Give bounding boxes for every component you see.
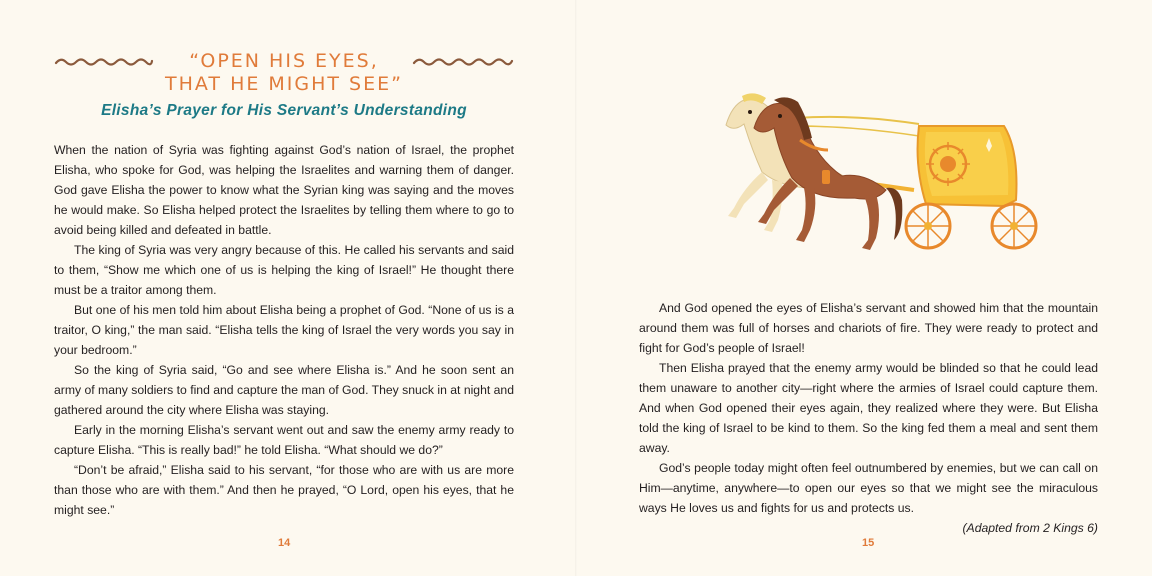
page-number-right: 15 <box>862 537 875 549</box>
title-block <box>54 50 514 120</box>
paragraph: But one of his men told him about Elisha being a prophet of God. “None of us is a traitor, O king,” the man said. “Elisha tells the king of Israel the very words you say in your bedroom.” <box>54 303 514 357</box>
paragraph: When the nation of Syria was fighting against God’s nation of Israel, the prophet Elisha, who spoke for God, was helping the Israelites and warning them of danger. God gave Elisha the power to know what the Syrian king was saying and the moves he would make. So Elisha helped protect the Israelites by telling them where to go to avoid being killed and defeated in battle. <box>54 143 514 237</box>
page-number-left: 14 <box>278 537 291 549</box>
paragraph: So the king of Syria said, “Go and see where Elisha is.” And he soon sent an army of many soldiers to find and capture the man of God. They snuck in at night and gathered around the city where Elisha was staying. <box>54 363 514 417</box>
page-title <box>54 50 514 96</box>
paragraph: “Don’t be afraid,” Elisha said to his servant, “for those who are with us are more than those who are with them.” And then he prayed, “O Lord, open his eyes, that he might see.” <box>54 463 514 517</box>
right-body-text <box>639 298 1098 538</box>
title-line-1: “OPEN HIS EYES, <box>189 50 379 72</box>
paragraph: Early in the morning Elisha’s servant went out and saw the enemy army ready to capture Elisha. “This is really bad!” he told Elisha. “What should we do?” <box>54 423 514 457</box>
paragraph: The king of Syria was very angry because of this. He called his servants and said to them, “Show me which one of us is helping the king of Israel!” He thought there must be a traitor among them. <box>54 243 514 297</box>
scripture-source: (Adapted from 2 Kings 6) <box>962 521 1098 535</box>
paragraph: And God opened the eyes of Elisha’s servant and showed him that the mountain around them was full of horses and chariots of fire. They were ready to protect and fight for God’s people of Israel! <box>639 301 1098 355</box>
right-page <box>576 0 1152 576</box>
page-subtitle: Elisha’s Prayer for His Servant’s Understanding <box>101 102 467 119</box>
left-body-text <box>54 140 514 520</box>
horses-and-chariot-illustration-icon <box>704 80 1044 260</box>
paragraph: Then Elisha prayed that the enemy army would be blinded so that he could lead them unaware to another city—right where the armies of Israel could capture them. And when God opened their eyes again, they realized where they were. But Elisha told the king of Israel to be kind to them. So the king fed them a meal and sent them away. <box>639 361 1098 455</box>
title-line-2: THAT HE MIGHT SEE” <box>165 73 403 95</box>
paragraph: God’s people today might often feel outnumbered by enemies, but we can call on Him—anytime, anywhere—to open our eyes so that we might see the miraculous ways He loves us and fights for us and protects us. <box>639 461 1098 515</box>
